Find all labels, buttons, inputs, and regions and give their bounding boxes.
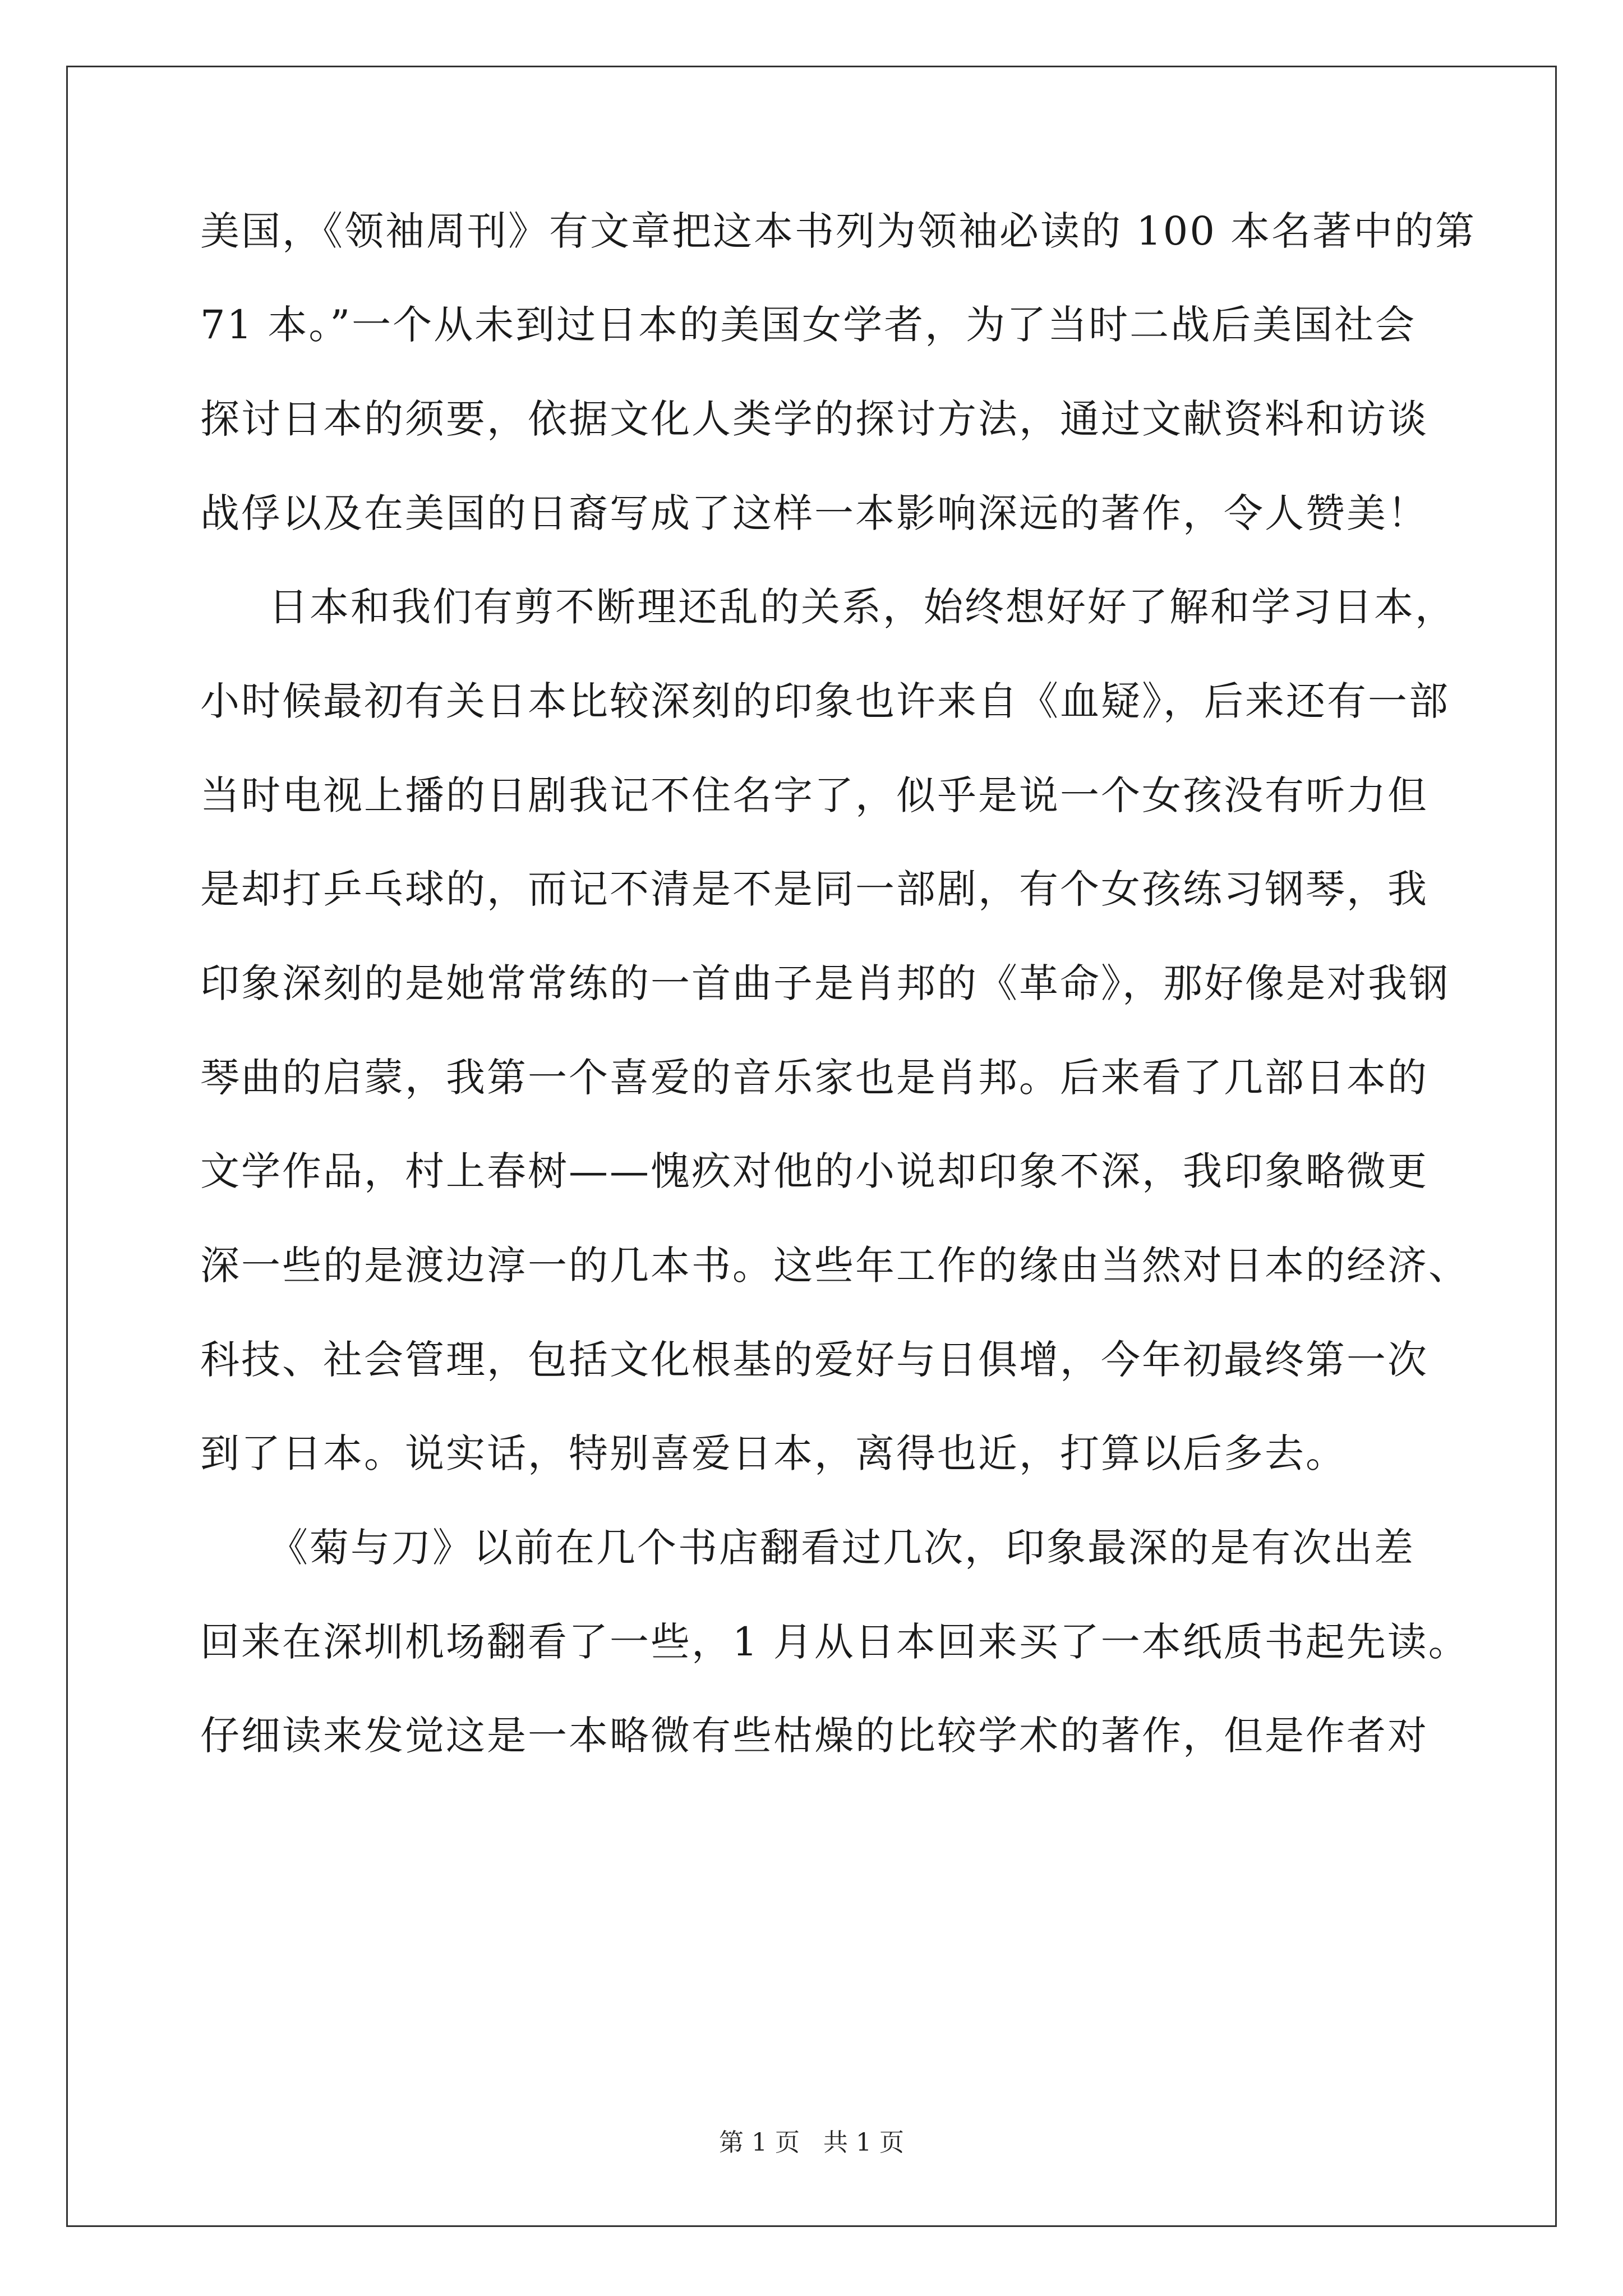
text-line: 印象深刻的是她常常练的一首曲子是肖邦的《革命》，那好像是对我钢 <box>200 960 1450 1006</box>
text-line: 到了日本。说实话，特别喜爱日本，离得也近，打算以后多去。 <box>200 1430 1347 1476</box>
text-line: 当时电视上播的日剧我记不住名字了，似乎是说一个女孩没有听力但 <box>200 772 1428 818</box>
text-line: 回来在深圳机场翻看了一些，1 月从日本回来买了一本纸质书起先读。 <box>200 1619 1469 1665</box>
text-line: 深一些的是渡边淳一的几本书。这些年工作的缘由当然对日本的经济、 <box>200 1243 1469 1289</box>
text-line: 探讨日本的须要，依据文化人类学的探讨方法，通过文献资料和访谈 <box>200 396 1428 442</box>
text-line: 小时候最初有关日本比较深刻的印象也许来自《血疑》，后来还有一部 <box>200 678 1450 724</box>
paragraph-first-line: 日本和我们有剪不断理还乱的关系，始终想好好了解和学习日本， <box>269 584 1456 630</box>
page-number: 第 1 页 <box>719 2128 800 2157</box>
text-line: 71 本。”一个从未到过日本的美国女学者，为了当时二战后美国社会 <box>200 302 1417 348</box>
text-line: 仔细读来发觉这是一本略微有些枯燥的比较学术的著作，但是作者对 <box>200 1713 1428 1759</box>
text-line: 是却打乒乓球的，而记不清是不是同一部剧，有个女孩练习钢琴，我 <box>200 866 1428 912</box>
text-line: 美国，《领袖周刊》有文章把这本书列为领袖必读的 100 本名著中的第 <box>200 208 1477 254</box>
text-line: 战俘以及在美国的日裔写成了这样一本影响深远的著作，令人赞美！ <box>200 490 1428 536</box>
paragraph-first-line: 《菊与刀》以前在几个书店翻看过几次，印象最深的是有次出差 <box>269 1525 1415 1571</box>
text-line: 琴曲的启蒙，我第一个喜爱的音乐家也是肖邦。后来看了几部日本的 <box>200 1055 1428 1101</box>
text-line: 文学作品，村上春树——愧疚对他的小说却印象不深，我印象略微更 <box>200 1148 1428 1194</box>
page-footer <box>0 2126 1623 2160</box>
page-total: 共 1 页 <box>823 2128 904 2157</box>
text-line: 科技、社会管理，包括文化根基的爱好与日俱增，今年初最终第一次 <box>200 1337 1428 1383</box>
